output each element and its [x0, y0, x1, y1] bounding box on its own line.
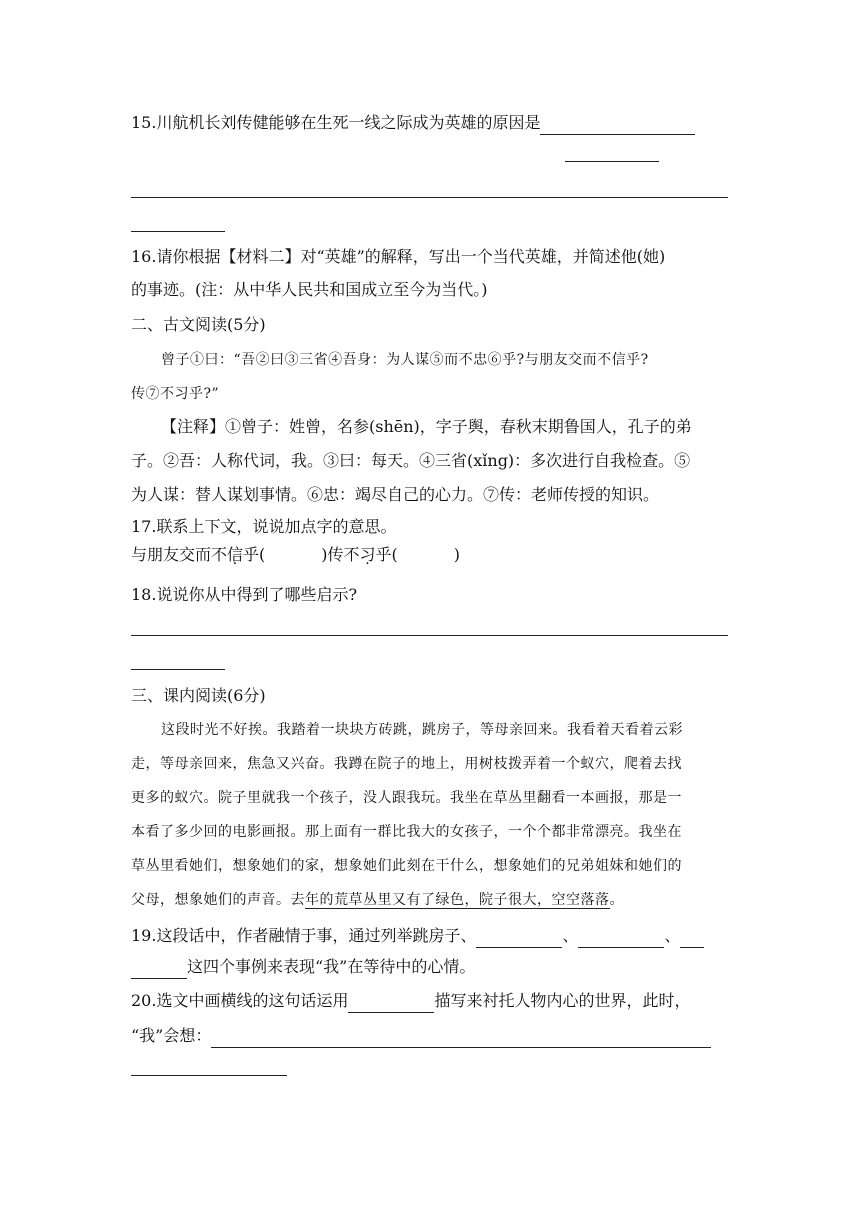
question-16-line-2: 的事迹。(注：从中华人民共和国成立至今为当代。): [131, 280, 488, 299]
q17-text: 乎(: [375, 545, 398, 564]
section-2-heading: 二、古文阅读(5分): [131, 315, 266, 334]
answer-blank[interactable]: [131, 231, 225, 232]
underlined-sentence: 年的荒草丛里又有了绿色，院子很大，空空落落: [305, 892, 610, 908]
dotted-char: 习: [359, 545, 376, 564]
q17-text: 乎(: [243, 545, 266, 564]
answer-blank[interactable]: [211, 1029, 711, 1048]
answer-blank[interactable]: [131, 1075, 287, 1076]
question-18: 18.说说你从中得到了哪些启示?: [131, 585, 358, 604]
question-20-line-2: [131, 1024, 731, 1048]
answer-blank[interactable]: [578, 929, 664, 948]
q19-text: 、: [562, 926, 579, 945]
question-17-items: [131, 543, 731, 567]
reading-text: 。: [609, 892, 624, 908]
answer-blank[interactable]: [131, 960, 187, 979]
annotation-line-2: 子。②吾：人称代词，我。③曰：每天。④三省(xǐng)：多次进行自我检查。⑤: [131, 451, 691, 470]
q19-text: 、: [664, 926, 681, 945]
answer-blank[interactable]: [565, 161, 659, 162]
question-20-line-1: [131, 989, 731, 1013]
question-15-text: 15.川航机长刘传健能够在生死一线之际成为英雄的原因是: [131, 113, 541, 132]
q17-text: )传不: [321, 545, 360, 564]
question-17-prompt: 17.联系上下文，说说加点字的意思。: [131, 517, 397, 536]
question-16-line-1: 16.请你根据【材料二】对“英雄”的解释，写出一个当代英雄，并简述他(她): [131, 247, 666, 266]
annotation-line-3: 为人谋：替人谋划事情。⑥忠：竭尽自己的心力。⑦传：老师传授的知识。: [131, 485, 660, 504]
dotted-char: 信: [227, 545, 244, 564]
annotation-line-1: 【注释】①曾子：姓曾，名参(shēn)，字子舆，春秋末期鲁国人，孔子的弟: [161, 417, 692, 436]
answer-blank[interactable]: [680, 929, 704, 948]
reading-line-4: 本看了多少回的电影画报。那上面有一群比我大的女孩子，一个个都非常漂亮。我坐在: [131, 824, 682, 840]
answer-blank[interactable]: [131, 669, 225, 670]
question-19-line-2: [131, 955, 731, 979]
q20-text: 20.选文中画横线的这句话运用: [131, 991, 349, 1010]
reading-line-5: 草丛里看她们，想象她们的家，想象她们此刻在干什么，想象她们的兄弟姐妹和她们的: [131, 858, 682, 874]
q19-text: 19.这段话中，作者融情于事，通过列举跳房子、: [131, 926, 477, 945]
classical-passage-line-2: 传⑦不习乎?”: [131, 386, 220, 402]
answer-blank[interactable]: [348, 994, 434, 1013]
answer-blank[interactable]: [540, 116, 695, 135]
q20-text: 描写来衬托人物内心的世界，此时，: [434, 991, 691, 1010]
reading-text: 父母，想象她们的声音。去: [131, 892, 305, 908]
classical-passage-line-1: 曾子①曰：“吾②曰③三省④吾身：为人谋⑤而不忠⑥乎?与朋友交而不信乎?: [161, 352, 649, 368]
q20-text: “我”会想：: [131, 1026, 212, 1045]
reading-line-6: [131, 888, 731, 912]
answer-line[interactable]: [131, 635, 728, 636]
question-15: [131, 111, 731, 135]
q17-text: ): [453, 545, 461, 564]
q17-text: 与朋友交而不: [131, 545, 228, 564]
section-3-heading: 三、课内阅读(6分): [131, 686, 266, 705]
reading-line-2: 走，等母亲回来，焦急又兴奋。我蹲在院子的地上，用树枝拨弄着一个蚁穴，爬着去找: [131, 756, 682, 772]
answer-line[interactable]: [131, 197, 728, 198]
reading-line-1: 这段时光不好挨。我踏着一块块方砖跳，跳房子，等母亲回来。我看着天看着云彩: [161, 722, 683, 738]
q19-text: 这四个事例来表现“我”在等待中的心情。: [187, 957, 476, 976]
reading-line-3: 更多的蚁穴。院子里就我一个孩子，没人跟我玩。我坐在草丛里翻看一本画报，那是一: [131, 790, 682, 806]
question-19-line-1: [131, 924, 731, 948]
answer-blank[interactable]: [476, 929, 562, 948]
